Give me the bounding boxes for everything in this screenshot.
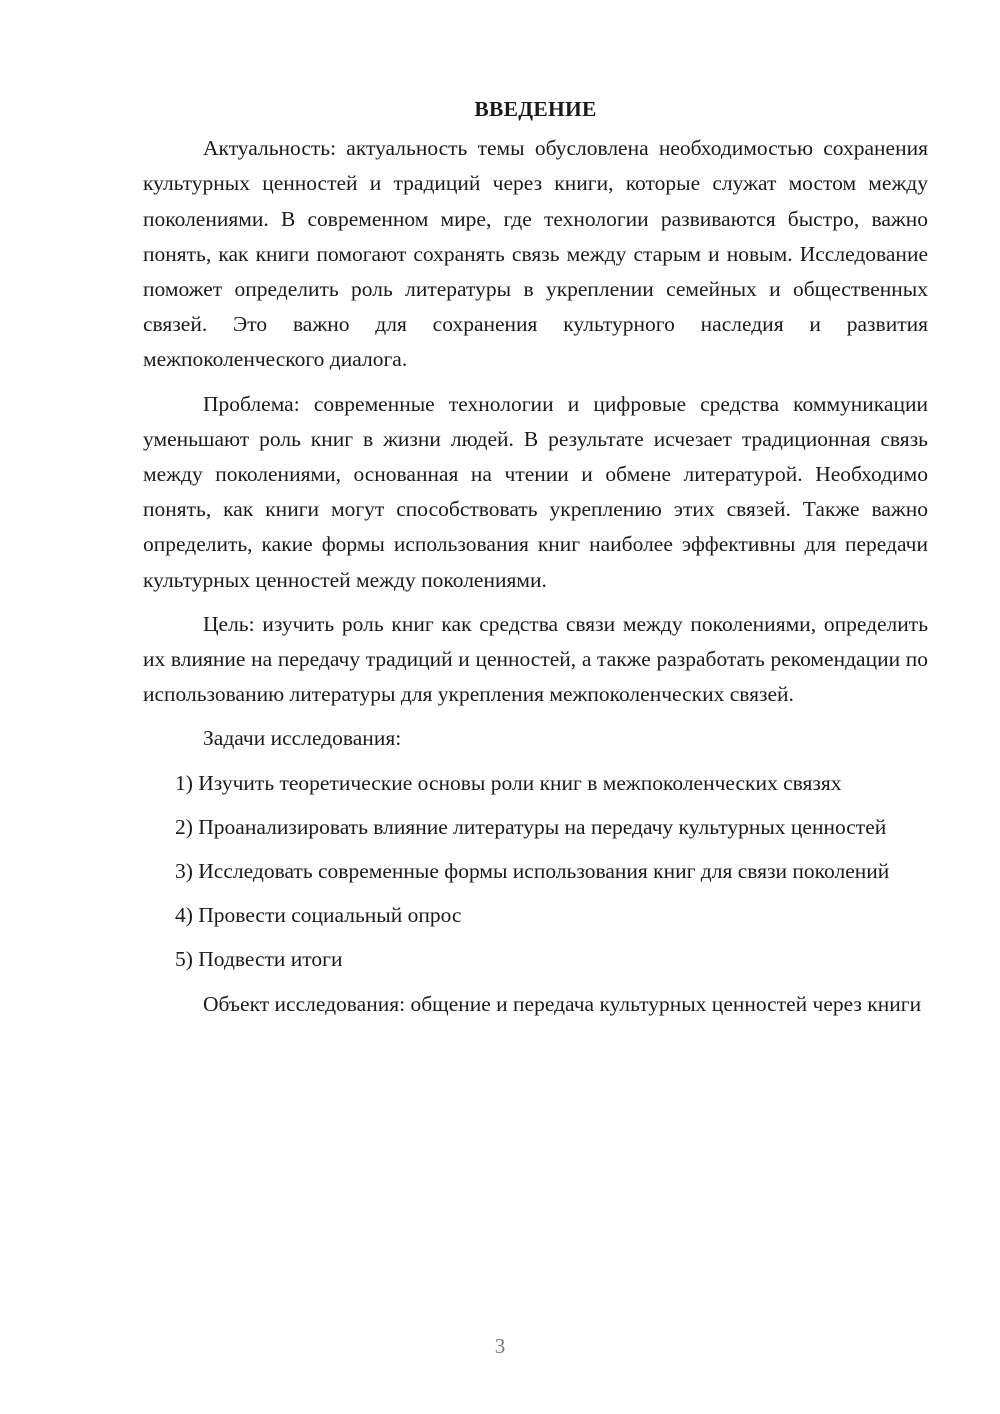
paragraph-goal: Цель: изучить роль книг как средства связи между поколениями, определить их влияние на передачу традиций и ценностей, а также разработать рекомендации по использованию литературы для укрепления межпоколенческих связей. xyxy=(143,611,928,707)
paragraph-object: Объект исследования: общение и передача культурных ценностей через книги xyxy=(203,991,922,1016)
list-item: 5) Подвести итоги xyxy=(175,947,343,972)
page-number: 3 xyxy=(494,1334,506,1358)
tasks-intro: Задачи исследования: xyxy=(203,726,402,751)
paragraph-relevance: Актуальность: актуальность темы обусловлена необходимостью сохранения культурных ценностей и традиций через книги, которые служат мостом между поколениями. В современном мире, где технологии развиваются быстро, важно понять, как книги помогают сохранять связь между старым и новым. Исследование поможет определить роль литературы в укреплении семейных и общественных связей. Это важно для сохранения культурного наследия и развития межпоколенческого диалога. xyxy=(143,136,928,372)
page-content xyxy=(143,92,928,1031)
list-item: 2) Проанализировать влияние литературы на передачу культурных ценностей xyxy=(175,814,887,839)
list-item: 3) Исследовать современные формы использования книг для связи поколений xyxy=(175,859,890,884)
list-item: 4) Провести социальный опрос xyxy=(175,903,462,928)
section-heading: ВВЕДЕНИЕ xyxy=(474,97,597,121)
list-item: 1) Изучить теоретические основы роли книг в межпоколенческих связях xyxy=(175,770,842,795)
paragraph-problem: Проблема: современные технологии и цифровые средства коммуникации уменьшают роль книг в жизни людей. В результате исчезает традиционная связь между поколениями, основанная на чтении и обмене литературой. Необходимо понять, как книги могут способствовать укреплению этих связей. Также важно определить, какие формы использования книг наиболее эффективны для передачи культурных ценностей между поколениями. xyxy=(143,391,928,592)
tasks-list xyxy=(143,766,928,978)
